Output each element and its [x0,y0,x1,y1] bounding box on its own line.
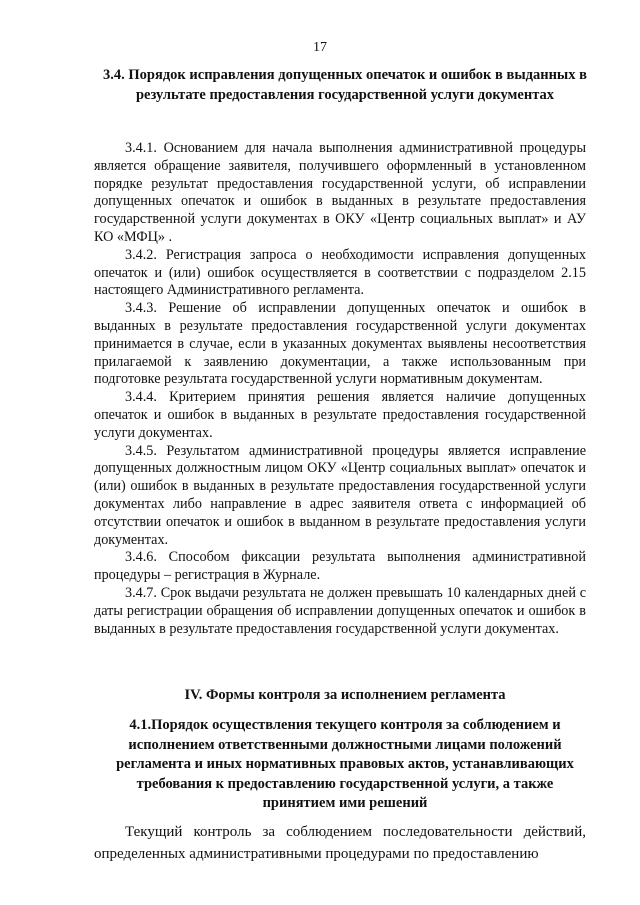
paragraph-3-4-2: 3.4.2. Регистрация запроса о необходимости исправления допущенных опечаток и (или) ошибок осуществляется в соответствии с подразделом 2.15 настоящего Административного регламента. [94,246,586,299]
paragraph-3-4-1: 3.4.1. Основанием для начала выполнения административной процедуры является обращение заявителя, получившего оформленный в установленном порядке результат предоставления государственной услуги, об исправлении допущенных опечаток и ошибок в выданных в результате предоставления государственной услуги документах в ОКУ «Центр социальных выплат» и АУ КО «МФЦ» . [94,140,586,245]
section-4-heading: IV. Формы контроля за исполнением регламента [184,687,506,703]
page-number: 17 [313,40,327,55]
section-3-4-heading: 3.4. Порядок исправления допущенных опечаток и ошибок в выданных в результате предоставления государственной услуги документах [103,67,587,103]
paragraph-3-4-5: 3.4.5. Результатом административной процедуры является исправление допущенных должностным лицом ОКУ «Центр социальных выплат» опечаток и (или) ошибок в выданных в результате предоставления государственной услуги документах либо направление в адрес заявителя ответа с информацией об отсутствии опечаток и ошибок в выданном в результате предоставления услуги документах. [94,442,586,548]
paragraph-4-1-intro: Текущий контроль за соблюдением последовательности действий, определенных административными процедурами по предоставлению [94,824,586,862]
paragraph-3-4-3: 3.4.3. Решение об исправлении допущенных опечаток и ошибок в выданных в результате предоставления государственной услуги документах принимается в случае, если в указанных документах выявлены несоответствия прилагаемой к заявлению документации, а также использованным при подготовке результата государственной услуги нормативным документам. [94,300,586,388]
section-4-1-body [94,821,586,865]
section-3-4-body [94,140,586,638]
paragraph-3-4-4: 3.4.4. Критерием принятия решения является наличие допущенных опечаток и ошибок в выданных в результате предоставления государственной услуги документах. [94,389,586,441]
paragraph-3-4-7: 3.4.7. Срок выдачи результата не должен превышать 10 календарных дней с даты регистрации обращения об исправлении допущенных опечаток и ошибок в выданных в результате предоставления государственной услуги документах. [94,584,586,637]
paragraph-3-4-6: 3.4.6. Способом фиксации результата выполнения административной процедуры – регистрация в Журнале. [94,549,586,584]
section-4-1-heading: 4.1.Порядок осуществления текущего контроля за соблюдением и исполнением ответственными должностными лицами положений регламента и иных нормативных правовых актов, устанавливающих требования к предоставлению государственной услуги, а также принятием ими решений [116,717,574,811]
